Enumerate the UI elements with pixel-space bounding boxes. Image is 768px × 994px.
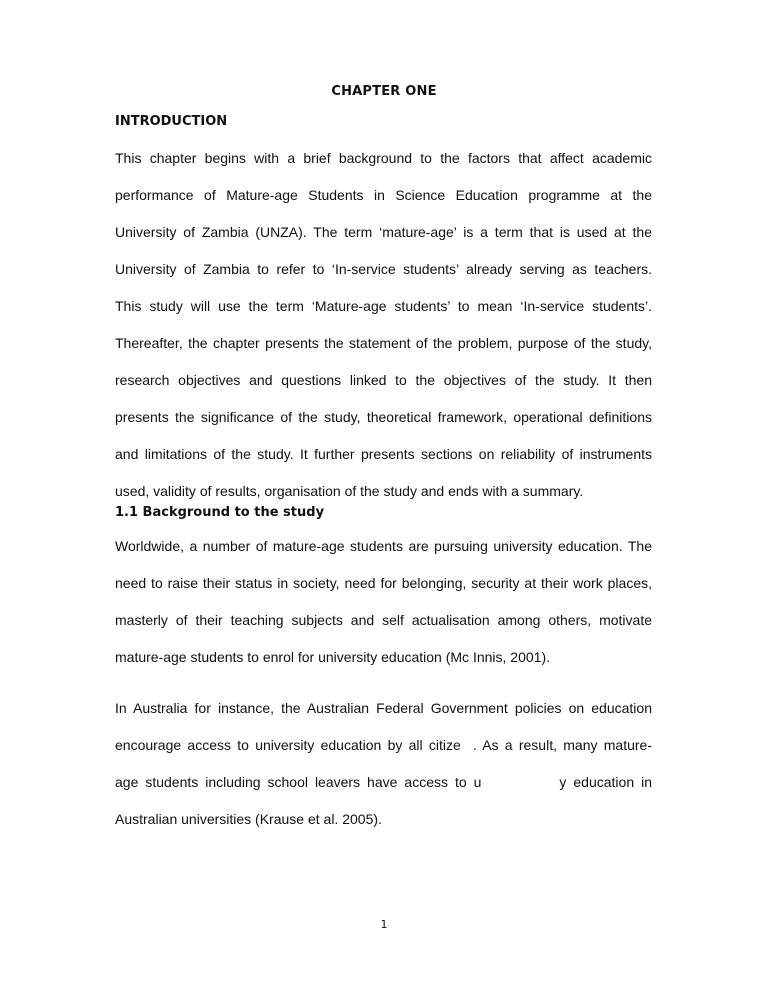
- text-fragment: y education in: [559, 774, 652, 790]
- paragraph-line: This chapter begins with a brief background to the factors that affect academic: [115, 150, 652, 166]
- paragraph-line: presents the significance of the study, theoretical framework, operational definitions: [115, 409, 652, 425]
- paragraph-line: need to raise their status in society, need for belonging, security at their work places,: [115, 575, 652, 591]
- paragraph-line: Thereafter, the chapter presents the statement of the problem, purpose of the study,: [115, 335, 652, 351]
- introduction-paragraph: [115, 148, 652, 518]
- paragraph-line: University of Zambia to refer to ‘In-service students’ already serving as teachers.: [115, 261, 652, 277]
- chapter-title: CHAPTER ONE: [331, 84, 437, 99]
- introduction-heading: INTRODUCTION: [115, 114, 228, 129]
- background-paragraph-2: [115, 698, 652, 846]
- paragraph-line: University of Zambia (UNZA). The term ‘mature-age’ is a term that is used at the: [115, 224, 652, 240]
- paragraph-line: [115, 772, 652, 809]
- text-fragment: encourage access to university education by all citize: [115, 737, 461, 753]
- paragraph-line: masterly of their teaching subjects and self actualisation among others, motivate: [115, 612, 652, 628]
- text-fragment: . As a result, many mature-: [472, 737, 652, 753]
- paragraph-line: mature-age students to enrol for university education (Mc Innis, 2001).: [115, 649, 550, 665]
- paragraph-line: and limitations of the study. It further presents sections on reliability of instruments: [115, 446, 652, 462]
- paragraph-line: Worldwide, a number of mature-age students are pursuing university education. The: [115, 538, 652, 554]
- text-fragment: age students including school leavers have access to u: [115, 774, 482, 790]
- page-number: 1: [380, 918, 388, 931]
- paragraph-line: research objectives and questions linked to the objectives of the study. It then: [115, 372, 652, 388]
- paragraph-line: [115, 735, 652, 772]
- section-heading-background: 1.1 Background to the study: [115, 505, 325, 520]
- background-paragraph-1: [115, 536, 652, 684]
- paragraph-line: Australian universities (Krause et al. 2005).: [115, 811, 382, 827]
- paragraph-line: This study will use the term ‘Mature-age students’ to mean ‘In-service students’.: [115, 298, 652, 314]
- paragraph-line: performance of Mature-age Students in Science Education programme at the: [115, 187, 652, 203]
- paragraph-line: used, validity of results, organisation of the study and ends with a summary.: [115, 483, 584, 499]
- paragraph-line: In Australia for instance, the Australian Federal Government policies on education: [115, 700, 652, 716]
